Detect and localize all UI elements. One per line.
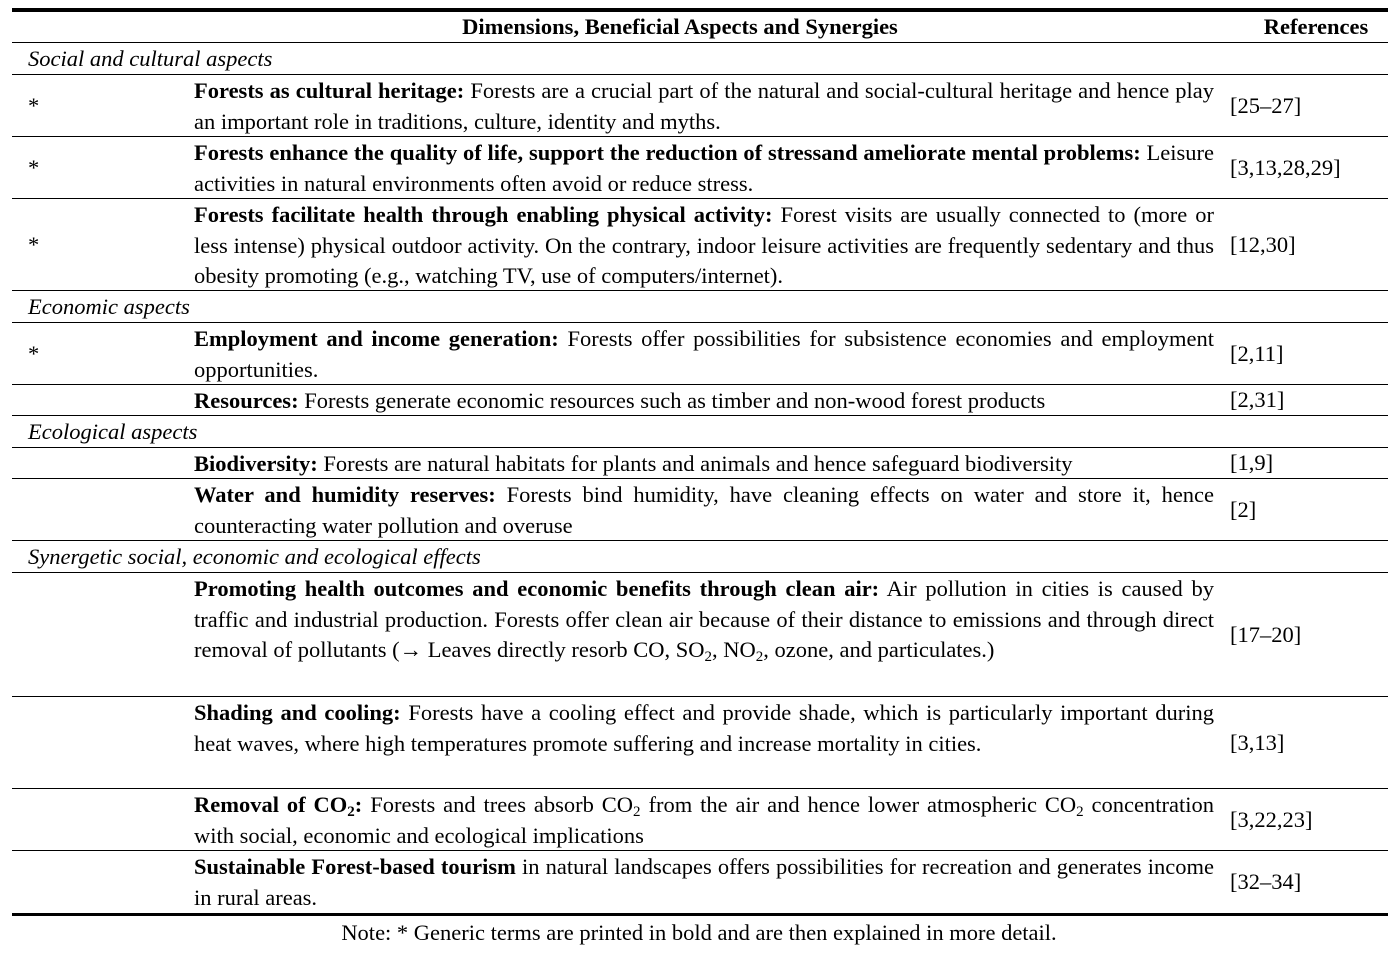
table-row <box>12 323 1388 385</box>
row-reference: [2,11] <box>1230 340 1284 366</box>
row-term: Resources: <box>194 388 299 413</box>
row-marker: * <box>28 92 40 118</box>
row-marker <box>12 789 194 850</box>
text-part: , ozone, and particulates.) <box>763 637 995 662</box>
table-row <box>12 385 1388 416</box>
row-text <box>194 137 1214 198</box>
table-row <box>12 199 1388 291</box>
header-references: References <box>1263 14 1369 39</box>
row-description: Forests generate economic resources such as timber and non-wood forest products <box>304 388 1046 413</box>
text-part: Air pollution in cities is caused by traffic and industrial production. Forests offer clean air because of their distance to emissions and through direct removal of pollutants (→ Leaves directly resorb CO, SO <box>194 576 1214 662</box>
section-title: Ecological aspects <box>12 416 1388 448</box>
row-text <box>194 479 1214 540</box>
row-marker <box>12 851 194 913</box>
row-term: Forests as cultural heritage: <box>194 78 465 103</box>
row-text <box>194 697 1214 788</box>
table-row <box>12 789 1388 851</box>
text-part: concentration with social, economic and ecological implications <box>194 792 1214 848</box>
row-description: Forests offer possibilities for subsistence economies and employment opportunities. <box>194 326 1215 382</box>
row-term: Shading and cooling: <box>194 700 401 725</box>
row-text <box>194 323 1214 384</box>
text-part: : <box>354 792 363 817</box>
table-note: Note: * Generic terms are printed in bold and are then explained in more detail. <box>341 920 1057 945</box>
row-term: Water and humidity reserves: <box>194 482 496 507</box>
row-description: Forests bind humidity, have cleaning effects on water and store it, hence counteracting water pollution and overuse <box>194 482 1215 538</box>
row-text <box>194 851 1214 913</box>
table-row <box>12 479 1388 541</box>
row-reference: [2,31] <box>1230 387 1285 412</box>
row-description: Forests are a crucial part of the natural and social-cultural heritage and hence play an important role in traditions, culture, identity and myths. <box>194 78 1214 134</box>
row-reference: [3,22,23] <box>1230 806 1313 832</box>
row-description: Forest visits are usually connected to (more or less intense) physical outdoor activity. On the contrary, indoor leisure activities are frequently sedentary and thus obesity promoting (e.g., watching TV, use of computers/internet). <box>194 202 1214 288</box>
text-part: Removal of CO <box>194 792 348 817</box>
row-reference: [1,9] <box>1230 450 1274 475</box>
row-marker: * <box>28 154 40 180</box>
text-part: from the air and hence lower atmospheric CO <box>640 792 1077 817</box>
row-term: Forests facilitate health through enabling physical activity: <box>194 202 773 227</box>
row-reference: [25–27] <box>1230 92 1302 118</box>
header-dimensions: Dimensions, Beneficial Aspects and Synergies <box>462 14 898 39</box>
row-text <box>194 573 1214 696</box>
row-text <box>194 448 1214 478</box>
text-part: Forests and trees absorb CO <box>370 792 634 817</box>
row-term: Promoting health outcomes and economic benefits through clean air: <box>194 576 880 601</box>
subscript: 2 <box>1076 804 1084 820</box>
subscript: 2 <box>633 804 641 820</box>
row-text <box>194 789 1214 850</box>
row-term: Biodiversity: <box>194 451 318 476</box>
row-reference: [3,13] <box>1230 729 1285 755</box>
row-marker: * <box>28 231 40 257</box>
table-row <box>12 851 1388 913</box>
table-row <box>12 697 1388 789</box>
subscript: 2 <box>347 804 355 820</box>
row-marker <box>12 385 194 415</box>
row-description: Leisure activities in natural environments often avoid or reduce stress. <box>194 140 1214 196</box>
row-marker <box>12 697 194 788</box>
row-reference: [17–20] <box>1230 621 1302 647</box>
text-part: , NO <box>712 637 756 662</box>
row-description: Forests are natural habitats for plants and animals and hence safeguard biodiversity <box>323 451 1073 476</box>
subscript: 2 <box>755 649 764 665</box>
section-title: Economic aspects <box>12 291 1388 323</box>
section-title: Social and cultural aspects <box>12 43 1388 75</box>
row-reference: [2] <box>1230 496 1257 522</box>
table-header <box>12 12 1388 43</box>
row-marker <box>12 448 194 478</box>
row-reference: [12,30] <box>1230 231 1296 257</box>
row-description: Forests have a cooling effect and provide shade, which is particularly important during heat waves, where high temperatures promote suffering and increase mortality in cities. <box>194 700 1215 756</box>
row-reference: [32–34] <box>1230 869 1302 894</box>
row-reference: [3,13,28,29] <box>1230 154 1341 180</box>
row-term: Sustainable Forest-based tourism <box>194 854 516 879</box>
row-text <box>194 385 1214 415</box>
subscript: 2 <box>704 649 713 665</box>
table-row <box>12 75 1388 137</box>
bottom-rule <box>12 913 1388 916</box>
row-term: Forests enhance the quality of life, support the reduction of stressand ameliorate mental problems: <box>194 140 1141 165</box>
row-text <box>194 199 1214 290</box>
table-row <box>12 137 1388 199</box>
table-row <box>12 448 1388 479</box>
section-title: Synergetic social, economic and ecological effects <box>12 541 1388 573</box>
row-term <box>194 792 363 820</box>
row-text <box>194 75 1214 136</box>
benefits-table <box>12 8 1388 916</box>
row-marker <box>12 479 194 540</box>
row-term: Employment and income generation: <box>194 326 559 351</box>
row-marker <box>12 573 194 696</box>
row-description: in natural landscapes offers possibilities for recreation and generates income in rural areas. <box>194 854 1215 910</box>
row-marker: * <box>28 340 40 366</box>
table-row <box>12 573 1388 697</box>
